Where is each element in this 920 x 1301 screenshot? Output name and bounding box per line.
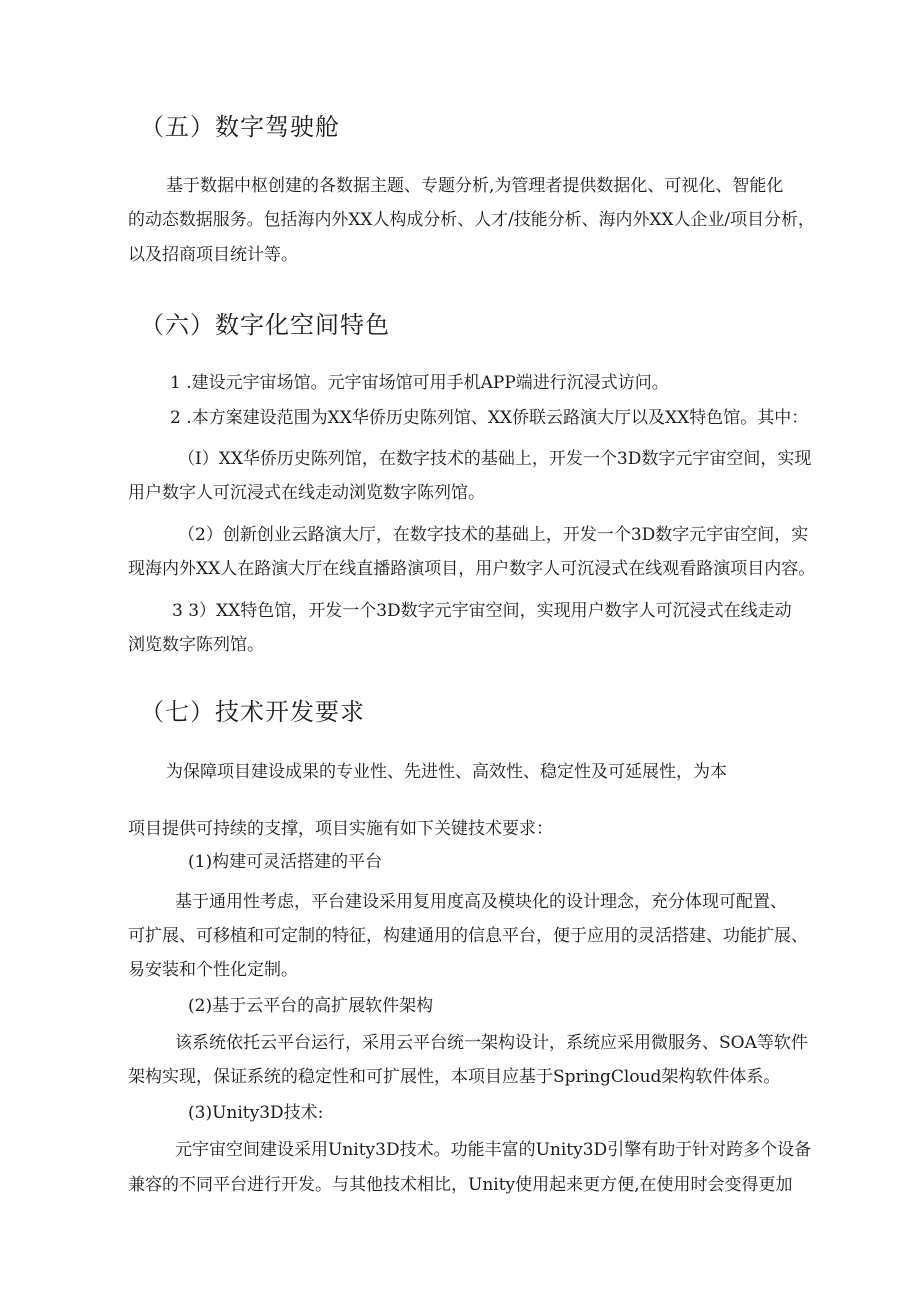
subheading-line: (3)Unity3D技术: [188,1103,324,1123]
section-heading-7: （七）技术开发要求 [140,698,365,726]
paragraph-line: 可扩展、可移植和可定制的特征，构建通用的信息平台，便于应用的灵活搭建、功能扩展、 [128,926,808,946]
paragraph-line: 的动态数据服务。包括海内外XX人构成分析、人才/技能分析、海内外XX人企业/项目分析， [128,210,815,230]
paragraph-line: 为保障项目建设成果的专业性、先进性、高效性、稳定性及可延展性，为本 [166,762,727,782]
paragraph-line: （I）XX华侨历史陈列馆，在数字技术的基础上，开发一个3D数字元宇宙空间，实现 [178,449,812,469]
list-item-line: 1 .建设元宇宙场馆。元宇宙场馆可用手机APP端进行沉浸式访问。 [170,373,669,393]
paragraph-line: 架构实现，保证系统的稳定性和可扩展性，本项目应基于SpringCloud架构软件体系。 [128,1067,781,1087]
paragraph-line: 用户数字人可沉浸式在线走动浏览数字陈列馆。 [128,483,485,503]
paragraph-line: 兼容的不同平台进行开发。与其他技术相比，Unity使用起来更方便,在使用时会变得更加 [128,1175,793,1195]
paragraph-line: 该系统依托云平台运行，采用云平台统一架构设计，系统应采用微服务、SOA等软件 [175,1033,808,1053]
section-heading-6: （六）数字化空间特色 [140,311,390,339]
paragraph-line: 基于数据中枢创建的各数据主题、专题分析,为管理者提供数据化、可视化、智能化 [166,176,784,196]
paragraph-line: （2）创新创业云路演大厅，在数字技术的基础上，开发一个3D数字元宇宙空间，实 [178,525,809,545]
list-item-line: 2 .本方案建设范围为XX华侨历史陈列馆、XX侨联云路演大厅以及XX特色馆。其中： [170,408,809,428]
paragraph-line: 浏览数字陈列馆。 [128,635,264,655]
subheading-line: (1)构建可灵活搭建的平台 [188,852,383,872]
paragraph-line: 项目提供可持续的支撑，项目实施有如下关键技术要求： [128,819,553,839]
paragraph-line: 3 3）XX特色馆，开发一个3D数字元宇宙空间，实现用户数字人可沉浸式在线走动 [172,601,792,621]
section-heading-5: （五）数字驾驶舱 [140,113,340,141]
paragraph-line: 易安装和个性化定制。 [128,960,298,980]
paragraph-line: 基于通用性考虑，平台建设采用复用度高及模块化的设计理念，充分体现可配置、 [175,892,787,912]
subheading-line: (2)基于云平台的高扩展软件架构 [188,996,434,1016]
paragraph-line: 元宇宙空间建设采用Unity3D技术。功能丰富的Unity3D引擎有助于针对跨多个设备 [175,1140,812,1160]
paragraph-line: 现海内外XX人在路演大厅在线直播路演项目，用户数字人可沉浸式在线观看路演项目内容。 [128,559,816,579]
paragraph-line: 以及招商项目统计等。 [128,245,298,265]
